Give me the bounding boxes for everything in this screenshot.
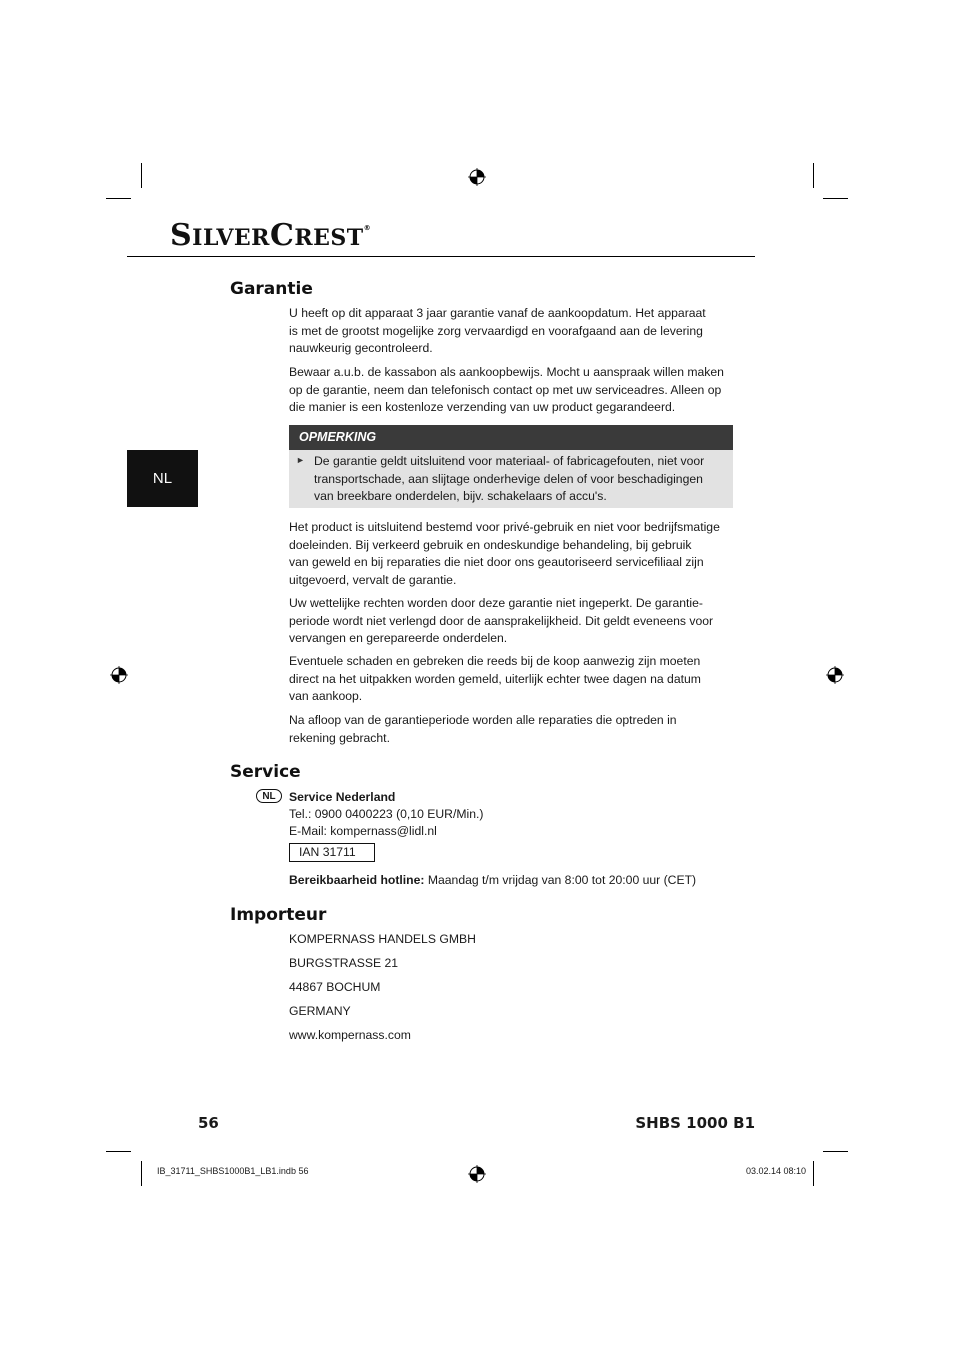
crop-mark: [823, 1151, 848, 1152]
header-rule: [127, 256, 755, 257]
crop-mark: [106, 1151, 131, 1152]
garantie-paragraph-1: U heeft op dit apparaat 3 jaar garantie vanaf de aankoopdatum. Het apparaat is met de grootst mogelijke zorg vervaardigd en voorafgaand aan de levering nauwkeurig gecontroleerd.: [289, 306, 706, 355]
arrow-right-icon: ►: [296, 455, 305, 465]
section-heading-garantie: Garantie: [230, 279, 313, 299]
page-number: 56: [198, 1114, 219, 1132]
crop-mark: [106, 198, 131, 199]
crop-mark: [141, 1161, 142, 1186]
note-title: OPMERKING: [289, 425, 733, 450]
registration-mark-icon: [468, 168, 486, 186]
model-number: SHBS 1000 B1: [635, 1114, 755, 1132]
crop-mark: [823, 198, 848, 199]
crop-mark: [813, 163, 814, 188]
importer-country: GERMANY: [289, 1004, 351, 1018]
ian-box: IAN 31711: [289, 843, 375, 862]
garantie-paragraph-4: Uw wettelijke rechten worden door deze garantie niet ingeperkt. De garantie- periode wordt niet verlengd door de aansprakelijkheid. Dit geldt eveneens voor vervangen en gerepareerde onderdelen.: [289, 596, 714, 645]
country-badge: NL: [256, 789, 282, 803]
language-tab: NL: [127, 450, 198, 507]
garantie-paragraph-5: Eventuele schaden en gebreken die reeds bij de koop aanwezig zijn moeten direct na het uitpakken worden gemeld, uiterlijk echter twee dagen na datum van aankoop.: [289, 654, 701, 703]
garantie-paragraph-6: Na afloop van de garantieperiode worden alle reparaties die optreden in rekening gebracht.: [289, 713, 677, 745]
registration-mark-icon: [110, 666, 128, 684]
registration-mark-icon: [826, 666, 844, 684]
importer-street: BURGSTRASSE 21: [289, 956, 399, 970]
brand-logo: SILVERCREST®: [170, 218, 372, 253]
service-phone: Tel.: 0900 0400223 (0,10 EUR/Min.): [289, 807, 484, 821]
service-email: E-Mail: kompernass@lidl.nl: [289, 824, 437, 838]
importer-city: 44867 BOCHUM: [289, 980, 381, 994]
section-heading-importeur: Importeur: [230, 905, 327, 925]
garantie-paragraph-3: Het product is uitsluitend bestemd voor privé-gebruik en niet voor bedrijfsmatige doeleinden. Bij verkeerd gebruik en ondeskundige behandeling, bij gebruik van geweld en bij reparaties die niet door ons geautoriseerd servicefiliaal zijn uitgevoerd, vervalt de garantie.: [289, 520, 720, 587]
crop-mark: [813, 1161, 814, 1186]
importer-website: www.kompernass.com: [289, 1028, 411, 1042]
hotline-line: Bereikbaarheid hotline: Maandag t/m vrijdag van 8:00 tot 20:00 uur (CET): [289, 873, 697, 887]
crop-mark: [141, 163, 142, 188]
importer-company: KOMPERNASS HANDELS GMBH: [289, 932, 476, 946]
note-text: De garantie geldt uitsluitend voor materiaal- of fabricagefouten, niet voor transportschade, aan slijtage onderhevige delen of voor beschadigingen van breekbare onderdelen, bijv. schakelaars of accu's.: [314, 454, 705, 503]
print-slug-file: IB_31711_SHBS1000B1_LB1.indb 56: [157, 1166, 309, 1176]
section-heading-service: Service: [230, 762, 301, 782]
registration-mark-icon: [468, 1165, 486, 1183]
print-slug-date: 03.02.14 08:10: [745, 1166, 806, 1176]
service-name: Service Nederland: [289, 790, 396, 804]
garantie-paragraph-2: Bewaar a.u.b. de kassabon als aankoopbewijs. Mocht u aanspraak willen maken op de garantie, neem dan telefonisch contact op met uw serviceadres. Alleen op die manier is een kostenloze verzending van uw product gegarandeerd.: [289, 365, 724, 414]
